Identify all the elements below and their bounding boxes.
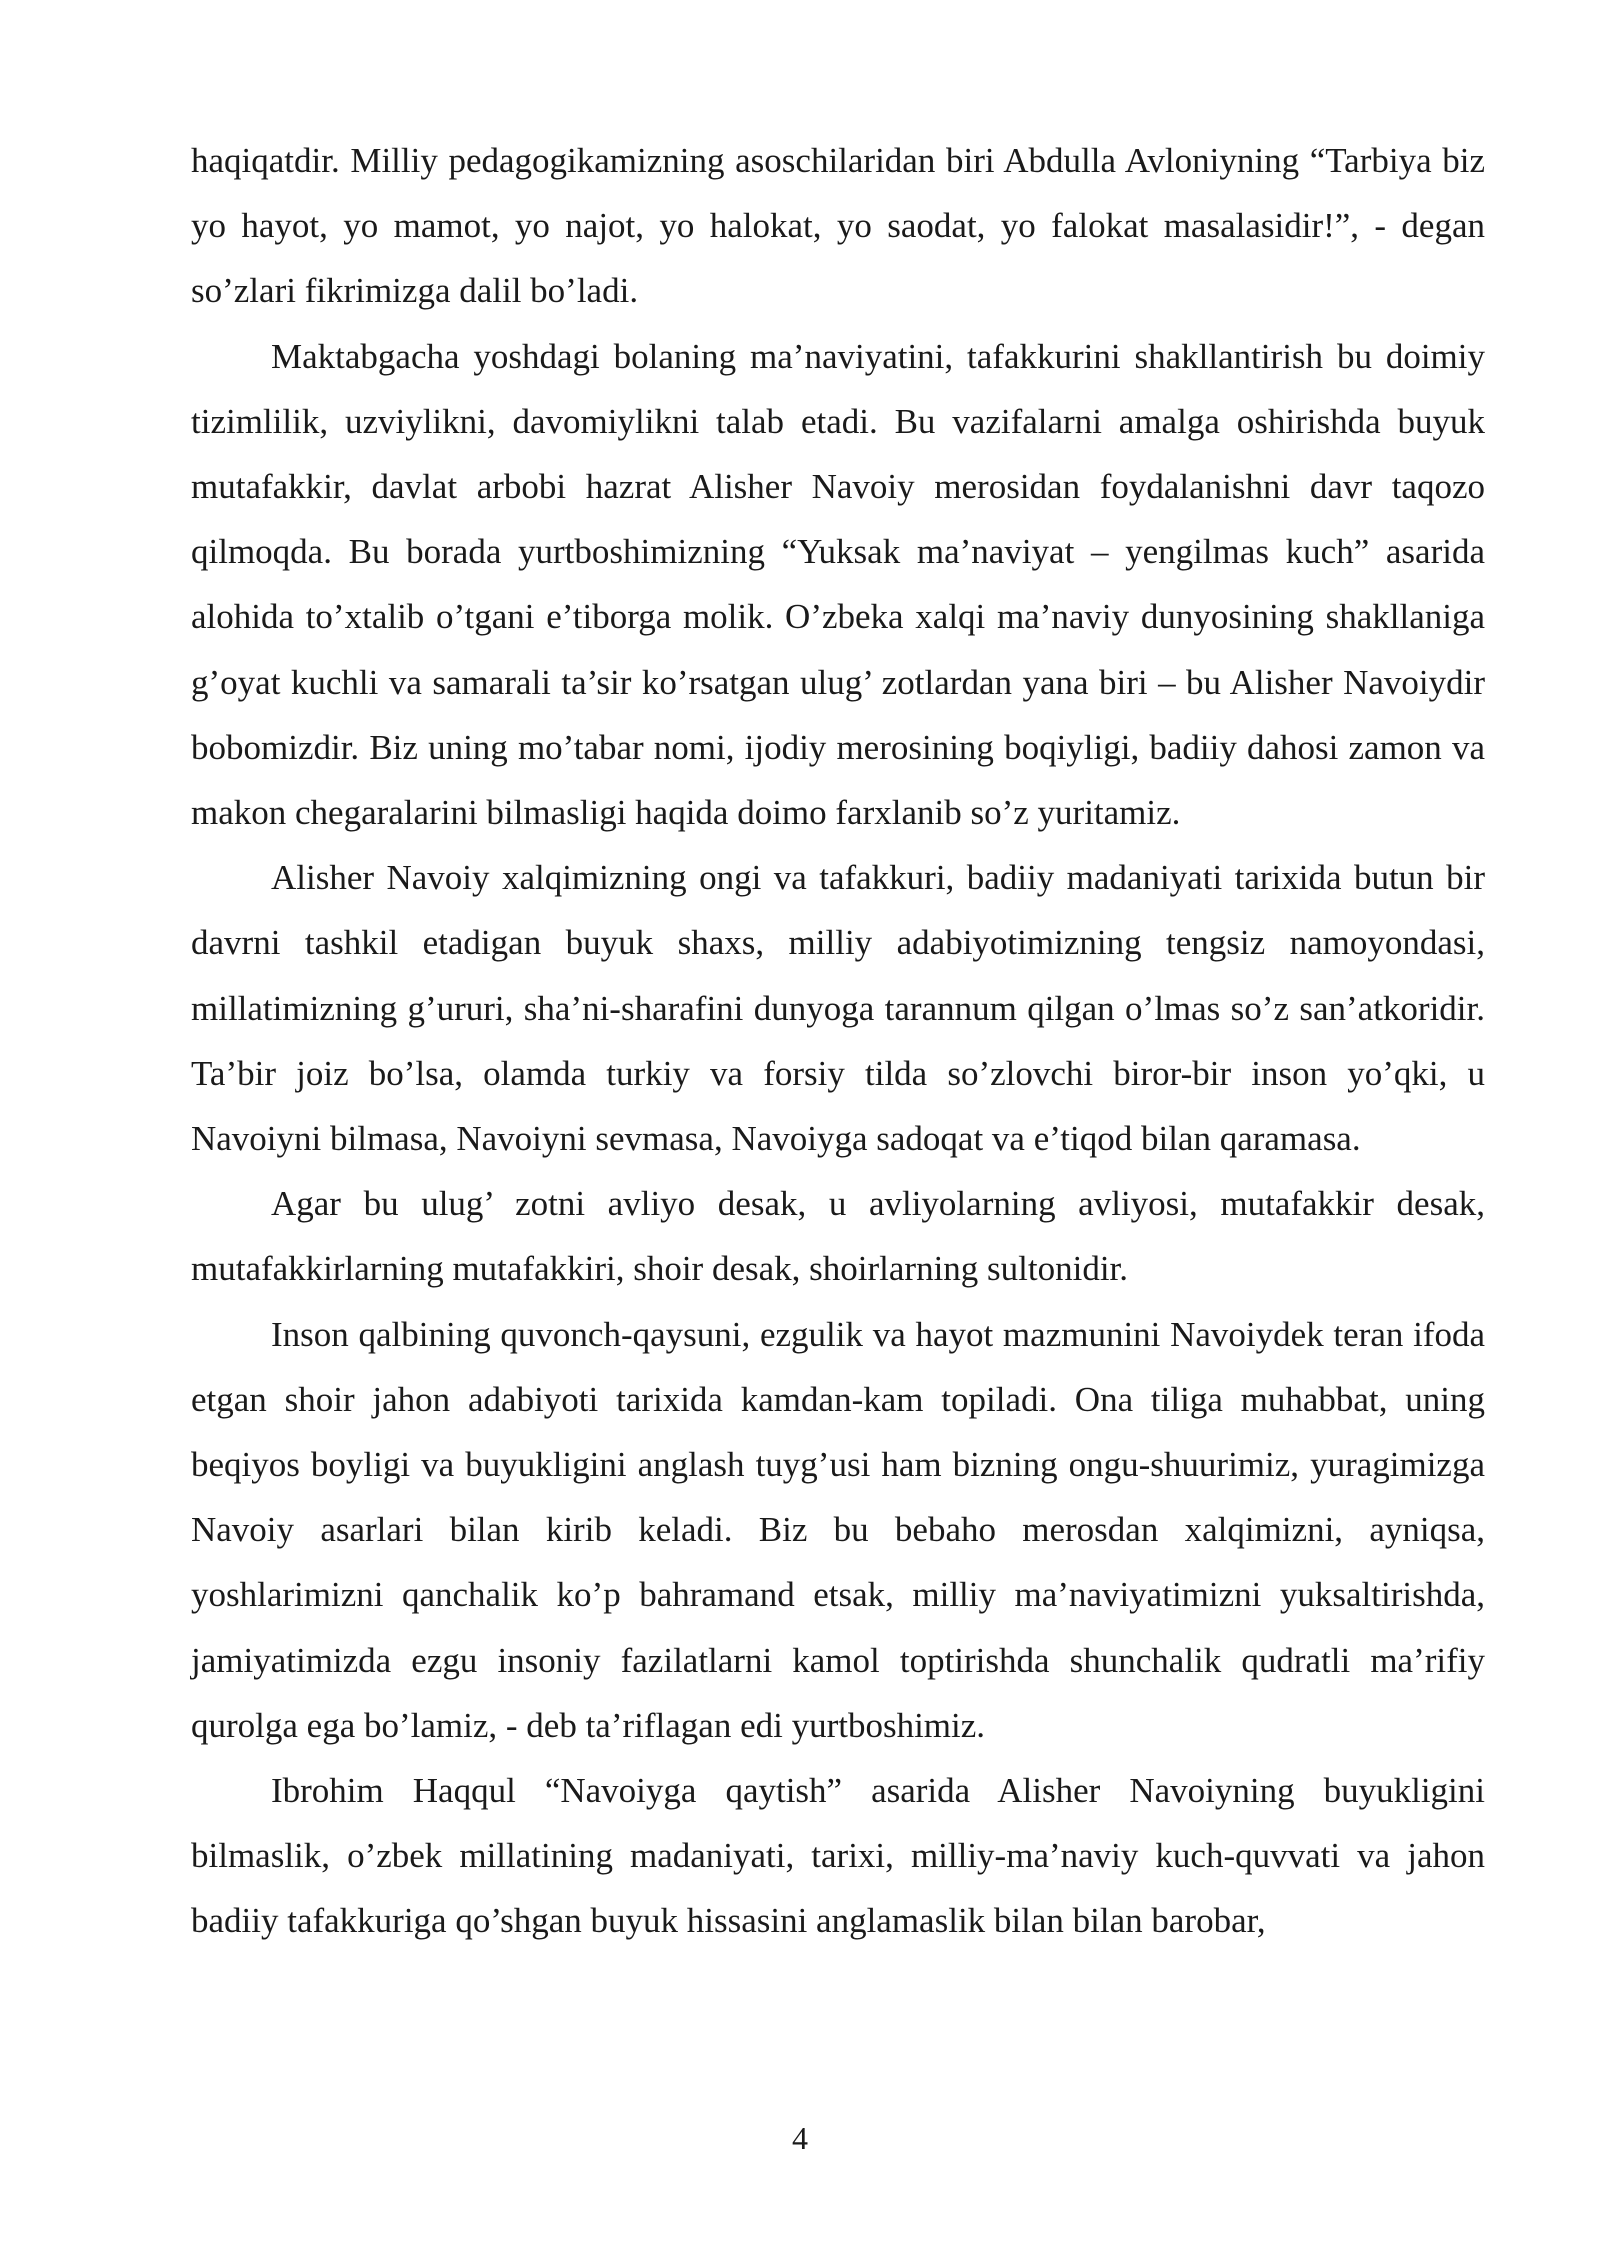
page-number: 4 bbox=[792, 2120, 808, 2156]
paragraph-navoiy-great-person: Alisher Navoiy xalqimizning ongi va tafakkuri, badiiy madaniyati tarixida butun bir davrni tashkil etadigan buyuk shaxs, milliy adabiyotimizning tengsiz namoyondasi, millatimizning g’ururi, sha’ni-sharafini dunyoga tarannum qilgan o’lmas so’z san’atkoridir. Ta’bir joiz bo’lsa, olamda turkiy va forsiy tilda so’zlovchi biror-bir inson yo’qki, u Navoiyni bilmasa, Navoiyni sevmasa, Navoiyga sadoqat va e’tiqod bilan qaramasa. bbox=[191, 858, 1485, 1159]
body-text bbox=[191, 128, 1485, 1954]
paragraph-ibrohim-haqqul: Ibrohim Haqqul “Navoiyga qaytish” asarida Alisher Navoiyning buyukligini bilmaslik, o’zbek millatining madaniyati, tarixi, milliy-ma’naviy kuch-quvvati va jahon badiiy tafakkuriga qo’shgan buyuk hissasini anglamaslik bilan bilan barobar, bbox=[191, 1771, 1485, 1941]
paragraph-saint-of-saints: Agar bu ulug’ zotni avliyo desak, u avliyolarning avliyosi, mutafakkir desak, mutafakkirlarning mutafakkiri, shoir desak, shoirlarning sultonidir. bbox=[191, 1184, 1485, 1289]
paragraph-preschool-spirituality: Maktabgacha yoshdagi bolaning ma’naviyatini, tafakkurini shakllantirish bu doimiy tizimlilik, uzviylikni, davomiylikni talab etadi. Bu vazifalarni amalga oshirishda buyuk mutafakkir, davlat arbobi hazrat Alisher Navoiy merosidan foydalanishni davr taqozo qilmoqda. Bu borada yurtboshimizning “Yuksak ma’naviyat – yengilmas kuch” asarida alohida to’xtalib o’tgani e’tiborga molik. O’zbeka xalqi ma’naviy dunyosining shakllaniga g’oyat kuchli va samarali ta’sir ko’rsatgan ulug’ zotlardan yana biri – bu Alisher Navoiydir bobomizdir. Biz uning mo’tabar nomi, ijodiy merosining boqiyligi, badiiy dahosi zamon va makon chegaralarini bilmasligi haqida doimo farxlanib so’z yuritamiz. bbox=[191, 336, 1485, 833]
paragraph-continuation: haqiqatdir. Milliy pedagogikamizning asoschilaridan biri Abdulla Avloniyning “Tarbiya biz yo hayot, yo mamot, yo najot, yo halokat, yo saodat, yo falokat masalasidir!”, - degan so’zlari fikrimizga dalil bo’ladi. bbox=[191, 141, 1485, 311]
paragraph-heart-of-human: Inson qalbining quvonch-qaysuni, ezgulik va hayot mazmunini Navoiydek teran ifoda etgan shoir jahon adabiyoti tarixida kamdan-kam topiladi. Ona tiliga muhabbat, uning beqiyos boyligi va buyukligini anglash tuyg’usi ham bizning ongu-shuurimiz, yuragimizga Navoiy asarlari bilan kirib keladi. Biz bu bebaho merosdan xalqimizni, ayniqsa, yoshlarimizni qanchalik ko’p bahramand etsak, milliy ma’naviyatimizni yuksaltirishda, jamiyatimizda ezgu insoniy fazilatlarni kamol toptirishda shunchalik qudratli ma’rifiy qurolga ega bo’lamiz, - deb ta’riflagan edi yurtboshimiz. bbox=[191, 1314, 1485, 1745]
